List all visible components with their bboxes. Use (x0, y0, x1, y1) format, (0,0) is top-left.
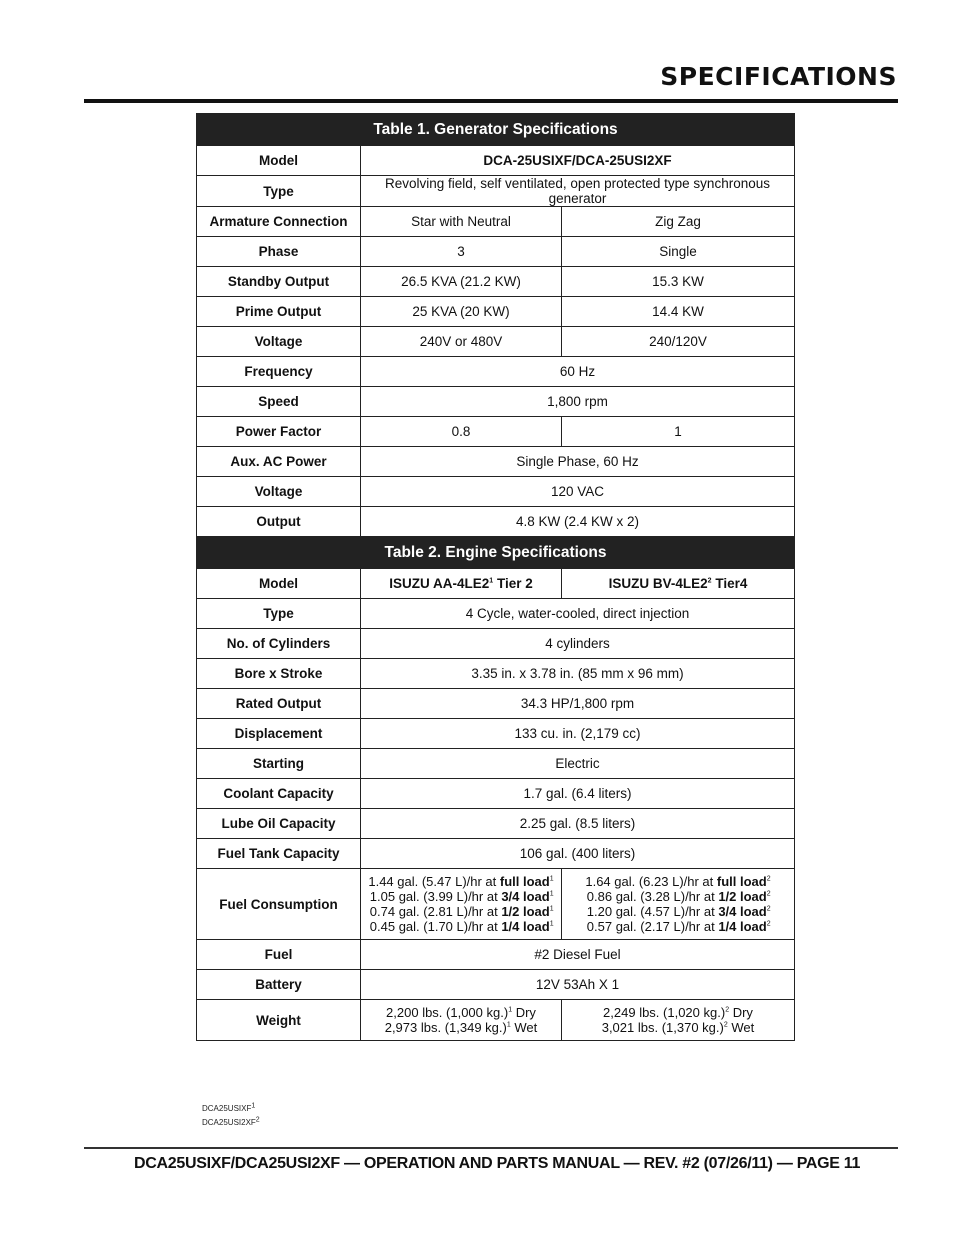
footnote-marker: 2 (723, 1021, 728, 1029)
table-row (197, 1000, 795, 1041)
header-rule (84, 99, 898, 103)
tier-text: Tier 2 (496, 576, 533, 591)
table-row (197, 970, 795, 1000)
row-label: Type (197, 176, 361, 207)
weight-value: 2,200 lbs. (1,000 kg.) (386, 1005, 509, 1020)
weight-suffix: Dry (732, 1005, 753, 1020)
cell-value: 14.4 KW (562, 297, 795, 327)
cell-value: 1 (562, 417, 795, 447)
generator-model: DCA-25USIXF/DCA-25USI2XF (361, 146, 795, 176)
row-label: Type (197, 599, 361, 629)
fuel-consumption-line: 1.44 gal. (5.47 L)/hr at full load$^1$ (368, 874, 554, 889)
fuel-consumption-line: 0.86 gal. (3.28 L)/hr at 1/2 load$^2$ (586, 889, 771, 904)
table-row (197, 659, 795, 689)
cell-value: 3 (361, 237, 562, 267)
cell-value: 4.8 KW (2.4 KW x 2) (361, 507, 795, 537)
table-row (197, 869, 795, 940)
row-label: Output (197, 507, 361, 537)
cell-value: 3.35 in. x 3.78 in. (85 mm x 96 mm) (361, 659, 795, 689)
engine-table-title: Table 2. Engine Specifications (197, 537, 795, 569)
cell-value: 2.25 gal. (8.5 liters) (361, 809, 795, 839)
cell-value: 4 cylinders (361, 629, 795, 659)
row-label: Coolant Capacity (197, 779, 361, 809)
weight-suffix: Wet (731, 1020, 755, 1035)
footnote-marker: 2 (707, 577, 712, 585)
engine-model-a (361, 569, 562, 599)
row-label: Displacement (197, 719, 361, 749)
page-footer: DCA25USIXF/DCA25USI2XF — OPERATION AND PARTS MANUAL — REV. #2 (07/26/11) — PAGE 11 (134, 1155, 861, 1172)
cell-value: 0.8 (361, 417, 562, 447)
fuel-consumption-line: 1.20 gal. (4.57 L)/hr at 3/4 load$^2$ (586, 904, 771, 919)
weight-b (562, 1000, 795, 1041)
row-label: Bore x Stroke (197, 659, 361, 689)
row-label: Speed (197, 387, 361, 417)
cell-value: 240/120V (562, 327, 795, 357)
table-row (197, 447, 795, 477)
footnote-2: $DCA25USI2XF^2$ (202, 1116, 260, 1127)
fuel-consumption-line: 0.45 gal. (1.70 L)/hr at 1/4 load$^1$ (369, 919, 554, 934)
row-label: Phase (197, 237, 361, 267)
row-label: Rated Output (197, 689, 361, 719)
model-text: ISUZU AA-4LE2 (389, 576, 490, 591)
generator-table-title: Table 1. Generator Specifications (197, 114, 795, 146)
cell-value: 60 Hz (361, 357, 795, 387)
table-row (197, 719, 795, 749)
spec-table (196, 113, 795, 1041)
weight-suffix: Wet (514, 1020, 538, 1035)
cell-value: 25 KVA (20 KW) (361, 297, 562, 327)
row-label: Battery (197, 970, 361, 1000)
row-label: Prime Output (197, 297, 361, 327)
table-row (197, 327, 795, 357)
table-row (197, 237, 795, 267)
table-row (197, 477, 795, 507)
row-label: Aux. AC Power (197, 447, 361, 477)
row-label: No. of Cylinders (197, 629, 361, 659)
row-label: Weight (197, 1000, 361, 1041)
cell-value: 1,800 rpm (361, 387, 795, 417)
weight-value: 3,021 lbs. (1,370 kg.) (601, 1020, 724, 1035)
row-label: Model (197, 146, 361, 176)
cell-value: 1.7 gal. (6.4 liters) (361, 779, 795, 809)
row-label: Lube Oil Capacity (197, 809, 361, 839)
row-label: Armature Connection (197, 207, 361, 237)
cell-value: Zig Zag (562, 207, 795, 237)
row-label: Voltage (197, 477, 361, 507)
footnote-marker: 2 (725, 1006, 730, 1014)
fuel-consumption-line: 1.05 gal. (3.99 L)/hr at 3/4 load$^1$ (369, 889, 554, 904)
engine-model-b (562, 569, 795, 599)
cell-value: #2 Diesel Fuel (361, 940, 795, 970)
page-title: SPECIFICATIONS (660, 62, 897, 91)
table-row (197, 146, 795, 176)
table-row (197, 357, 795, 387)
table-row (197, 297, 795, 327)
cell-value: 26.5 KVA (21.2 KW) (361, 267, 562, 297)
fuel-consumption-a (361, 869, 562, 940)
table-row (197, 267, 795, 297)
weight-suffix: Dry (515, 1005, 536, 1020)
fuel-consumption-line: 0.57 gal. (2.17 L)/hr at 1/4 load$^2$ (586, 919, 771, 934)
footnote-marker: 1 (489, 577, 494, 585)
row-label: Fuel Consumption (197, 869, 361, 940)
table-row (197, 387, 795, 417)
footnotes (202, 1102, 260, 1130)
table-row (197, 417, 795, 447)
footnote-marker: 1 (506, 1021, 511, 1029)
cell-value: Electric (361, 749, 795, 779)
row-label: Model (197, 569, 361, 599)
table-row (197, 176, 795, 207)
cell-value: 106 gal. (400 liters) (361, 839, 795, 869)
cell-value: 15.3 KW (562, 267, 795, 297)
cell-value: Star with Neutral (361, 207, 562, 237)
weight-a (361, 1000, 562, 1041)
footer-rule (84, 1147, 898, 1149)
row-label: Frequency (197, 357, 361, 387)
table-row (197, 779, 795, 809)
cell-value: Single (562, 237, 795, 267)
row-label: Starting (197, 749, 361, 779)
table-row (197, 569, 795, 599)
table-row (197, 629, 795, 659)
table-row (197, 599, 795, 629)
tier-text: Tier4 (715, 576, 748, 591)
cell-value: 133 cu. in. (2,179 cc) (361, 719, 795, 749)
cell-value: 4 Cycle, water-cooled, direct injection (361, 599, 795, 629)
row-label: Power Factor (197, 417, 361, 447)
table-row (197, 689, 795, 719)
weight-value: 2,249 lbs. (1,020 kg.) (603, 1005, 726, 1020)
fuel-consumption-b (562, 869, 795, 940)
generator-type: Revolving field, self ventilated, open protected type synchronous generator (361, 176, 795, 207)
row-label: Fuel (197, 940, 361, 970)
cell-value: 34.3 HP/1,800 rpm (361, 689, 795, 719)
table-row (197, 507, 795, 537)
cell-value: Single Phase, 60 Hz (361, 447, 795, 477)
cell-value: 12V 53Ah X 1 (361, 970, 795, 1000)
weight-value: 2,973 lbs. (1,349 kg.) (384, 1020, 507, 1035)
cell-value: 120 VAC (361, 477, 795, 507)
fuel-consumption-line: 1.64 gal. (6.23 L)/hr at full load$^2$ (585, 874, 771, 889)
row-label: Standby Output (197, 267, 361, 297)
fuel-consumption-line: 0.74 gal. (2.81 L)/hr at 1/2 load$^1$ (369, 904, 554, 919)
footnote-marker: 1 (508, 1006, 513, 1014)
table-row (197, 207, 795, 237)
row-label: Fuel Tank Capacity (197, 839, 361, 869)
table-row (197, 749, 795, 779)
row-label: Voltage (197, 327, 361, 357)
model-text: ISUZU BV-4LE2 (608, 576, 708, 591)
table-row (197, 940, 795, 970)
cell-value: 240V or 480V (361, 327, 562, 357)
table-row (197, 809, 795, 839)
footnote-1: DCA25USIXF$^1$ (202, 1102, 256, 1113)
table-row (197, 839, 795, 869)
